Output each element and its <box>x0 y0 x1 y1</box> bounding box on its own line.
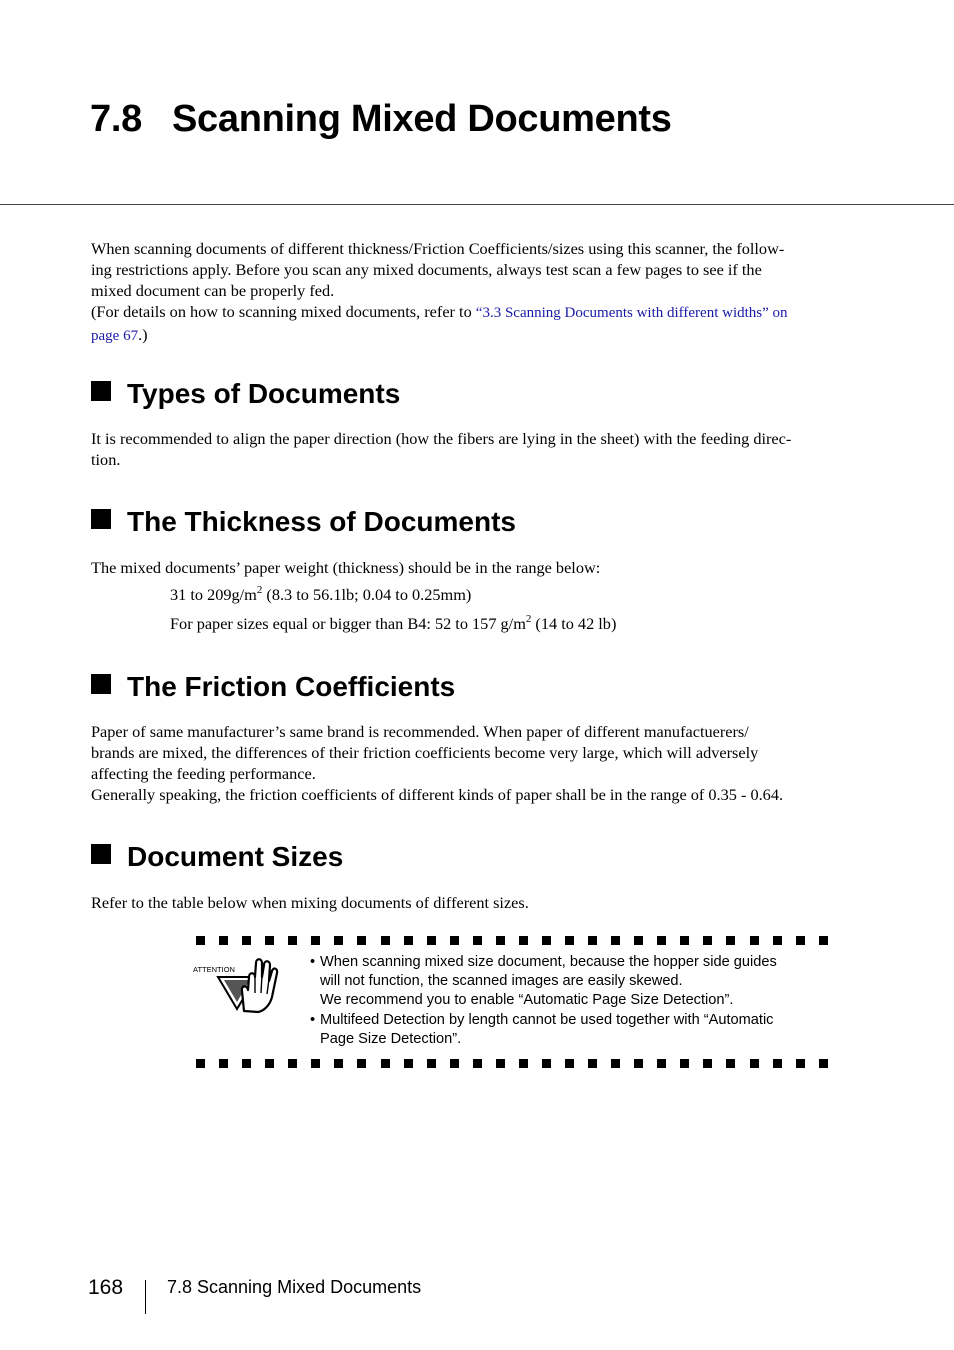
border-dot <box>588 936 597 945</box>
heading-thickness: The Thickness of Documents <box>91 505 516 539</box>
sizes-intro: Refer to the table below when mixing documents of different sizes. <box>91 893 529 912</box>
border-dot <box>750 1059 759 1068</box>
border-dot <box>565 1059 574 1068</box>
border-dot <box>404 936 413 945</box>
chapter-title <box>90 98 672 141</box>
heading-sizes: Document Sizes <box>91 840 343 874</box>
border-dot <box>265 936 274 945</box>
border-dot <box>703 936 712 945</box>
border-dot <box>450 1059 459 1068</box>
heading-square-icon <box>91 674 111 694</box>
border-dot <box>680 1059 689 1068</box>
friction-paragraph: Paper of same manufacturer’s same brand is recommended. When paper of different manufactuerers/ brands are mixed, the differences of their friction coefficients become very large, which will adversely affecting the feeding performance. Generally speaking, the friction coefficients of different kinds of paper shall be in the range of 0.35 - 0.64. <box>91 722 784 804</box>
border-dot <box>796 936 805 945</box>
attention-bottom-border <box>196 1059 828 1069</box>
border-dot <box>288 1059 297 1068</box>
border-dot <box>242 1059 251 1068</box>
chapter-title-text: Scanning Mixed Documents <box>172 98 672 140</box>
attention-hand-icon <box>192 955 282 1015</box>
intro-line-2: ing restrictions apply. Before you scan any mixed documents, always test scan a few pages to see if the <box>91 260 762 279</box>
border-dot <box>819 1059 828 1068</box>
border-dot <box>427 1059 436 1068</box>
border-dot <box>657 936 666 945</box>
border-dot <box>404 1059 413 1068</box>
border-dot <box>381 1059 390 1068</box>
border-dot <box>311 936 320 945</box>
heading-square-icon <box>91 509 111 529</box>
border-dot <box>496 1059 505 1068</box>
border-dot <box>796 1059 805 1068</box>
border-dot <box>588 1059 597 1068</box>
attention-label: ATTENTION <box>193 965 235 974</box>
thickness-intro: The mixed documents’ paper weight (thickness) should be in the range below: <box>91 558 601 577</box>
border-dot <box>611 1059 620 1068</box>
border-dot <box>680 936 689 945</box>
border-dot <box>726 1059 735 1068</box>
border-dot <box>427 936 436 945</box>
border-dot <box>750 936 759 945</box>
types-paragraph: It is recommended to align the paper direction (how the fibers are lying in the sheet) with the feeding direc- tion. <box>91 429 792 469</box>
heading-types: Types of Documents <box>91 377 400 411</box>
attention-item-2: • Multifeed Detection by length cannot be used together with “Automatic Page Size Detection”. <box>310 1011 835 1049</box>
border-dot <box>519 936 528 945</box>
attention-notes <box>310 953 835 1049</box>
attention-item-1: • When scanning mixed size document, because the hopper side guides will not function, the scanned images are easily skewed. We recommend you to enable “Automatic Page Size Detection”. <box>310 953 835 1011</box>
border-dot <box>357 1059 366 1068</box>
thickness-range-2: For paper sizes equal or bigger than B4: 52 to 157 $g/m^2$ (14 to 42 lb) <box>170 613 617 633</box>
border-dot <box>703 1059 712 1068</box>
thickness-range-1: 31 to $209g/m^2$ (8.3 to 56.1lb; 0.04 to 0.25mm) <box>170 584 472 604</box>
intro-ref-suffix: .) <box>138 325 148 344</box>
border-dot <box>496 936 505 945</box>
section-3-3-link[interactable]: “3.3 Scanning Documents with different widths” on page 67 <box>91 305 788 344</box>
border-dot <box>634 1059 643 1068</box>
footer-section-title: 7.8 Scanning Mixed Documents <box>167 1277 422 1297</box>
border-dot <box>611 936 620 945</box>
heading-square-icon <box>91 381 111 401</box>
intro-line-1: When scanning documents of different thickness/Friction Coefficients/sizes using this scanner, the follow- <box>91 239 785 258</box>
border-dot <box>542 1059 551 1068</box>
border-dot <box>288 936 297 945</box>
border-dot <box>473 936 482 945</box>
border-dot <box>196 1059 205 1068</box>
border-dot <box>357 936 366 945</box>
border-dot <box>773 1059 782 1068</box>
border-dot <box>819 936 828 945</box>
border-dot <box>565 936 574 945</box>
title-rule <box>0 204 954 205</box>
border-dot <box>473 1059 482 1068</box>
border-dot <box>334 936 343 945</box>
border-dot <box>634 936 643 945</box>
border-dot <box>334 1059 343 1068</box>
chapter-number: 7.8 <box>90 98 142 140</box>
border-dot <box>450 936 459 945</box>
border-dot <box>219 936 228 945</box>
border-dot <box>219 1059 228 1068</box>
border-dot <box>242 936 251 945</box>
border-dot <box>265 1059 274 1068</box>
footer-divider <box>145 1280 146 1314</box>
heading-friction: The Friction Coefficients <box>91 670 455 704</box>
border-dot <box>657 1059 666 1068</box>
border-dot <box>311 1059 320 1068</box>
intro-ref-prefix: (For details on how to scanning mixed documents, refer to <box>91 302 476 321</box>
border-dot <box>773 936 782 945</box>
border-dot <box>726 936 735 945</box>
border-dot <box>519 1059 528 1068</box>
attention-top-border <box>196 936 828 946</box>
intro-line-3: mixed document can be properly fed. <box>91 281 335 300</box>
heading-square-icon <box>91 844 111 864</box>
border-dot <box>381 936 390 945</box>
page-number: 168 <box>88 1276 124 1299</box>
border-dot <box>196 936 205 945</box>
intro-paragraph <box>91 238 851 347</box>
border-dot <box>542 936 551 945</box>
